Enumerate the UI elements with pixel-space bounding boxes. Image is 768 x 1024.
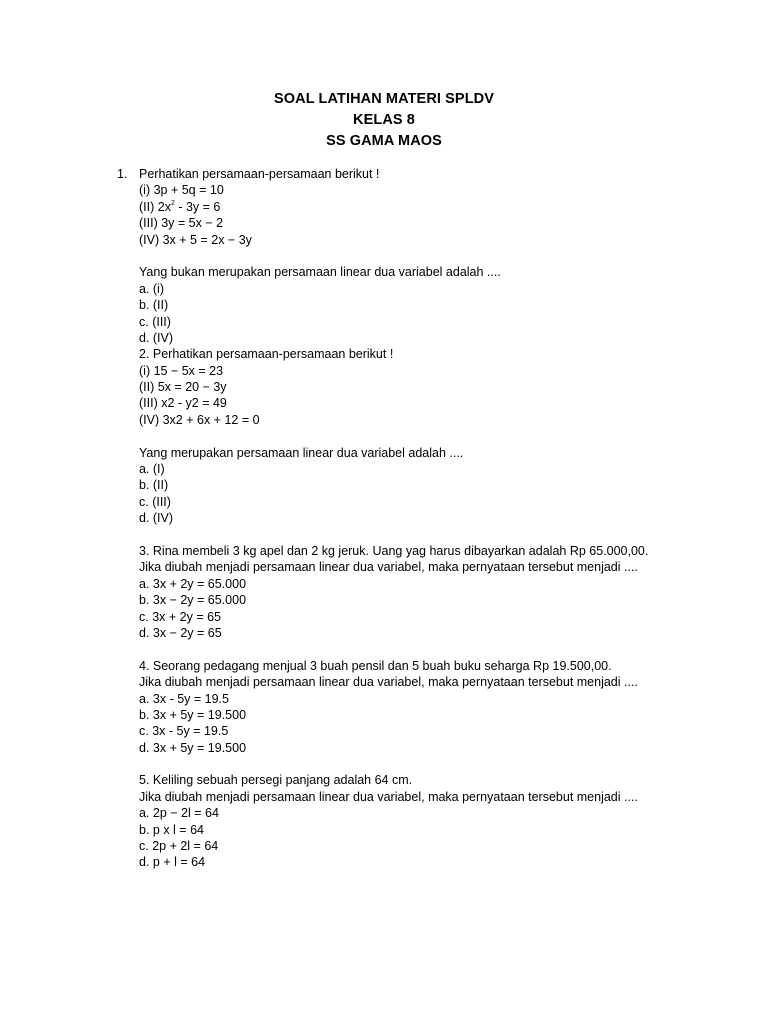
spacer [139,428,699,444]
superscript-exponent: 2 [170,199,175,207]
question-1-item-text: (II) 2x [139,199,171,214]
question-4-option: b. 3x + 5y = 19.500 [139,707,247,722]
title-line-3: SS GAMA MAOS [326,133,442,149]
question-2-option: a. (I) [139,462,165,477]
question-5-text: Jika diubah menjadi persamaan linear dua variabel, maka pernyataan tersebut menjadi .... [139,789,638,804]
question-1-item: (i) 3p + 5q = 10 [139,183,224,198]
question-1-option: c. (III) [139,314,171,329]
question-2-option: b. (II) [139,478,169,493]
question-1-item-text: - 3y = 6 [174,199,221,214]
question-4-option: d. 3x + 5y = 19.500 [139,740,247,755]
question-2-item: (IV) 3x2 + 6x + 12 = 0 [139,412,260,427]
question-5-option: d. p + l = 64 [139,855,206,870]
document-title [0,89,768,152]
question-4-prompt: 4. Seorang pedagang menjual 3 buah pensil dan 5 buah buku seharga Rp 19.500,00. [139,658,612,673]
question-1-option: d. (IV) [139,330,174,345]
question-3-text: Jika diubah menjadi persamaan linear dua variabel, maka pernyataan tersebut menjadi .... [139,560,638,575]
question-3-option: c. 3x + 2y = 65 [139,609,221,624]
title-line-2: KELAS 8 [353,112,415,128]
question-3-option: a. 3x + 2y = 65.000 [139,576,247,591]
spacer [139,527,699,543]
question-5-option: a. 2p − 2l = 64 [139,806,219,821]
question-2-option: d. (IV) [139,511,174,526]
question-3-option: d. 3x − 2y = 65 [139,625,222,640]
question-3-option: b. 3x − 2y = 65.000 [139,593,247,608]
question-2-item: (III) x2 - y2 = 49 [139,396,227,411]
question-2-item: (II) 5x = 20 − 3y [139,380,227,395]
question-4-option: a. 3x - 5y = 19.5 [139,691,229,706]
question-2-option: c. (III) [139,494,171,509]
question-4-option: c. 3x - 5y = 19.5 [139,724,229,739]
spacer [139,756,699,772]
title-line-1: SOAL LATIHAN MATERI SPLDV [274,91,494,107]
question-1-option: b. (II) [139,298,169,313]
question-5-option: c. 2p + 2l = 64 [139,839,219,854]
question-5-prompt: 5. Keliling sebuah persegi panjang adalah 64 cm. [139,773,413,788]
question-1-item: (IV) 3x + 5 = 2x − 3y [139,232,252,247]
question-2-item: (i) 15 − 5x = 23 [139,363,224,378]
question-2-text: Yang merupakan persamaan linear dua variabel adalah .... [139,445,464,460]
spacer [139,248,699,264]
question-1-number: 1. [117,167,128,181]
question-1-item: (III) 3y = 5x − 2 [139,216,224,231]
question-list [139,166,699,871]
question-1-prompt: Perhatikan persamaan-persamaan berikut ! [139,167,380,181]
question-1-option: a. (i) [139,281,164,296]
question-3-prompt: 3. Rina membeli 3 kg apel dan 2 kg jeruk. Uang yag harus dibayarkan adalah Rp 65.000,00. [139,543,649,558]
question-2-prompt: 2. Perhatikan persamaan-persamaan berikut ! [139,347,394,362]
question-5-option: b. p x l = 64 [139,822,204,837]
spacer [139,641,699,657]
question-1-text: Yang bukan merupakan persamaan linear dua variabel adalah .... [139,265,501,280]
question-1-item [139,199,699,215]
question-4-text: Jika diubah menjadi persamaan linear dua variabel, maka pernyataan tersebut menjadi .... [139,675,638,690]
